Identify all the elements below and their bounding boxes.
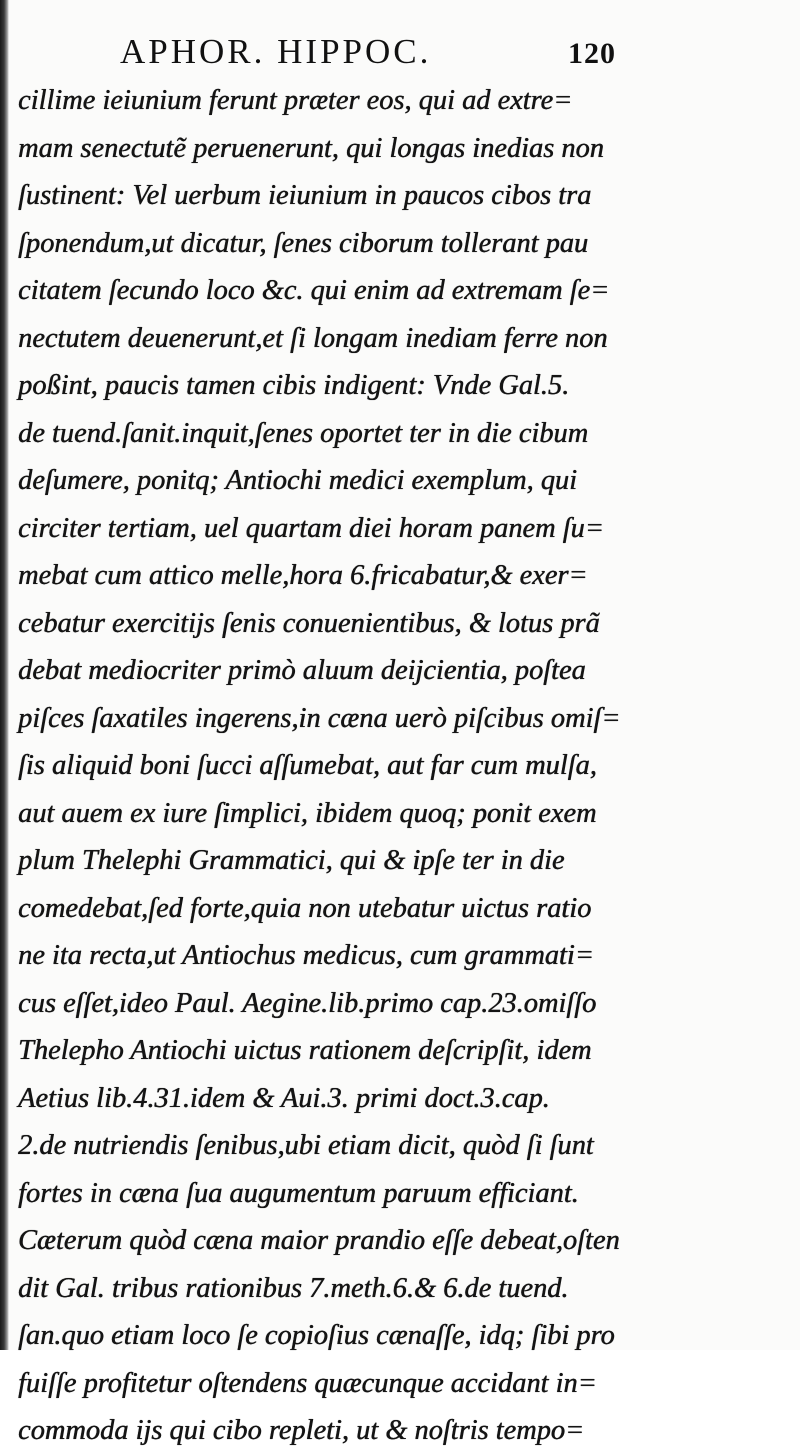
text-line: dit Gal. tribus rationibus 7.meth.6.& 6.de tuend.	[18, 1272, 569, 1304]
text-line: citatem ſecundo loco &c. qui enim ad extremam ſe=	[18, 275, 610, 306]
text-line: cus eſſet,ideo Paul. Aegine.lib.primo cap.23.omiſſo	[18, 987, 597, 1019]
page-header	[0, 30, 800, 74]
text-line: plum Thelephi Grammatici, qui & ipſe ter in die	[18, 845, 565, 876]
page-number: 120	[568, 37, 616, 70]
text-line: 2.de nutriendis ſenibus,ubi etiam dicit, quòd ſi ſunt	[18, 1130, 594, 1161]
text-line: ne ita recta,ut Antiochus medicus, cum grammati=	[18, 940, 594, 971]
text-line: cebatur exercitijs ſenis conuenientibus, & lotus prã	[18, 607, 600, 639]
text-line: debat mediocriter primò aluum deijcientia, poſtea	[18, 655, 586, 686]
text-line: piſces ſaxatiles ingerens,in cæna uerò piſcibus omiſ=	[18, 702, 621, 734]
text-line: ſis aliquid boni ſucci aſſumebat, aut far cum mulſa,	[18, 750, 597, 781]
text-line: poßint, paucis tamen cibis indigent: Vnde Gal.5.	[18, 370, 570, 401]
text-line: cillime ieiunium ferunt præter eos, qui ad extre=	[18, 85, 573, 116]
text-line: ſponendum,ut dicatur, ſenes ciborum tollerant pau	[18, 227, 589, 259]
text-line: mam senectutẽ peruenerunt, qui longas inedias non	[18, 132, 604, 164]
text-line: comedebat,ſed forte,quia non utebatur uictus ratio	[18, 892, 592, 924]
text-line: fuiſſe profitetur oſtendens quæcunque accidant in=	[18, 1367, 597, 1399]
text-line: Cæterum quòd cæna maior prandio eſſe debeat,oſten	[18, 1225, 620, 1256]
text-line: ſan.quo etiam loco ſe copioſius cænaſſe, idq; ſibi pro	[18, 1320, 615, 1351]
text-line: aut auem ex iure ſimplici, ibidem quoq; ponit exem	[18, 797, 597, 829]
text-line: ſustinent: Vel uerbum ieiunium in paucos cibos tra	[18, 180, 592, 211]
text-line: fortes in cæna ſua augumentum paruum efficiant.	[18, 1177, 579, 1209]
text-line: mebat cum attico melle,hora 6.fricabatur,& exer=	[18, 560, 588, 591]
text-line: de tuend.ſanit.inquit,ſenes oportet ter in die cibum	[18, 417, 589, 449]
text-line: Thelepho Antiochi uictus rationem deſcripſit, idem	[18, 1035, 592, 1066]
running-head: APHOR. HIPPOC.	[120, 32, 432, 71]
text-line: circiter tertiam, uel quartam diei horam panem ſu=	[18, 512, 604, 544]
text-block	[18, 77, 648, 1455]
page-gutter-shadow	[0, 0, 9, 1350]
text-line: Aetius lib.4.31.idem & Aui.3. primi doct.3.cap.	[18, 1082, 550, 1114]
text-line: commoda ijs qui cibo repleti, ut & noſtris tempo=	[18, 1415, 585, 1446]
text-line: nectutem deuenerunt,et ſi longam inediam ferre non	[18, 322, 608, 354]
text-line: deſumere, ponitq; Antiochi medici exemplum, qui	[18, 465, 577, 496]
